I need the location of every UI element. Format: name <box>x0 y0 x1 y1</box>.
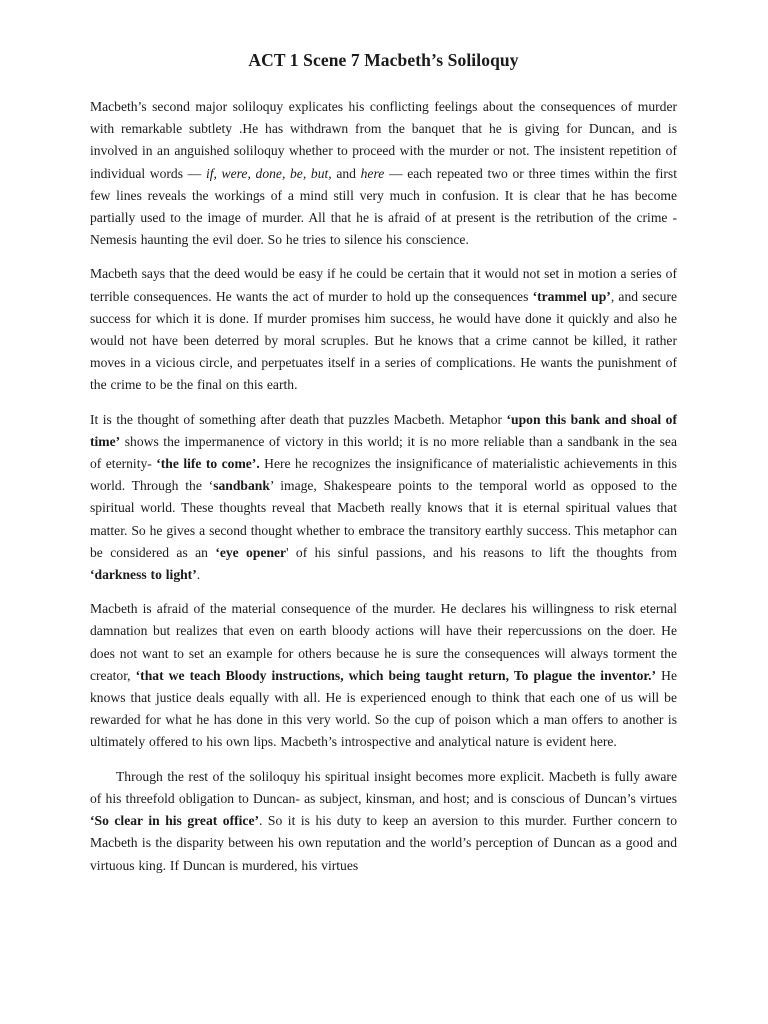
paragraph-3-text-d: ’ image, Shakespeare points to the temporal world as opposed to the spiritual world. These thoughts reveal that Macbeth really knows that it is eternal spiritual values that matter. So he gives a second thought whether to embrace the transitory earthly success. This metaphor can be considered as an <box>90 478 677 560</box>
word-here: here <box>360 165 385 181</box>
paragraph-4-text-b: He knows that justice deals equally with all. He is experienced enough to think that each one of us will be rewarded for what he has done in this very world. So the cup of poison which a man offers to another is ultimately offered to his own lips. Macbeth’s introspective and analytical nature is evident here. <box>90 667 677 750</box>
paragraph-2 <box>90 263 677 396</box>
paragraph-5-text-b: . So it is his duty to keep an aversion to this murder. Further concern to Macbeth is the disparity between his own reputation and the world’s perception of Duncan as a good and virtuous king. If Duncan is murdered, his virtues <box>90 813 677 873</box>
paragraph-3-text-e: ' of his sinful passions, and his reasons to lift the thoughts from <box>286 544 678 560</box>
paragraph-4-text-a: Macbeth is afraid of the material consequence of the murder. He declares his willingness to risk eternal damnation but realizes that even on earth bloody actions will have their repercussions on the doer. He does not want to set an example for others because he is sure the consequences will always torment the creator, <box>90 601 677 683</box>
quote-bloody-instructions: ‘that we teach Bloody instructions, which being taught return, To plague the inventor.’ <box>135 667 657 683</box>
quote-great-office: ‘So clear in his great office’ <box>90 813 260 829</box>
paragraph-3 <box>90 409 677 587</box>
paragraph-1-text-a: Macbeth’s second major soliloquy explicates his conflicting feelings about the consequences of murder with remarkable subtlety .He has withdrawn from the banquet that he is giving for Duncan, and is involved in an anguished soliloquy whether to proceed with the murder or not. The insistent repetition of individual words — <box>90 99 677 181</box>
paragraph-4 <box>90 598 677 753</box>
paragraph-2-text-b: , and secure success for which it is done. If murder promises him success, he would have done it quickly and also he would not have been deterred by moral scruples. But he knows that a crime cannot be killed, it rather moves in a vicious circle, and perpetuates itself in a series of complications. He wants the punishment of the crime to be the final on this earth. <box>90 288 678 393</box>
document-title: ACT 1 Scene 7 Macbeth’s Soliloquy <box>248 50 519 70</box>
paragraph-5-text-a: Through the rest of the soliloquy his spiritual insight becomes more explicit. Macbeth is fully aware of his threefold obligation to Duncan- as subject, kinsman, and host; and is conscious of Duncan’s virtues <box>90 768 677 806</box>
paragraph-3-text-a: It is the thought of something after death that puzzles Macbeth. Metaphor <box>90 411 507 427</box>
paragraph-2-text-a: Macbeth says that the deed would be easy if he could be certain that it would not set in motion a series of terrible consequences. He wants the act of murder to hold up the consequences <box>90 266 677 304</box>
document-page <box>90 48 677 889</box>
quote-eye-opener: ‘eye opener <box>215 544 287 560</box>
quote-trammel-up: ‘trammel up’ <box>532 288 611 304</box>
repeated-words: if, were, done, be, but, <box>205 165 332 181</box>
paragraph-3-text-f: . <box>196 567 201 583</box>
paragraph-3-text-b: shows the impermanence of victory in this world; it is no more reliable than a sandbank in the sea of eternity- <box>90 433 677 472</box>
quote-bank-and-shoal: ‘upon this bank and shoal of time’ <box>90 411 678 449</box>
quote-sandbank: sandbank <box>213 478 270 494</box>
quote-darkness-to-light: ‘darkness to light’ <box>90 567 197 583</box>
paragraph-1-text-c: — each repeated two or three times within the first few lines reveals the workings of a mind still very much in confusion. It is clear that he has become partially used to the image of murder. All that he is afraid of at present is the retribution of the crime - Nemesis haunting the evil doer. So he tries to silence his conscience. <box>90 165 677 248</box>
quote-life-to-come: ‘the life to come’. <box>156 456 260 472</box>
paragraph-1 <box>90 96 677 251</box>
paragraph-3-text-c: Here he recognizes the insignificance of materialistic achievements in this world. Through the ‘ <box>90 456 677 494</box>
paragraph-5 <box>90 766 677 877</box>
paragraph-1-text-b: and <box>331 165 361 181</box>
